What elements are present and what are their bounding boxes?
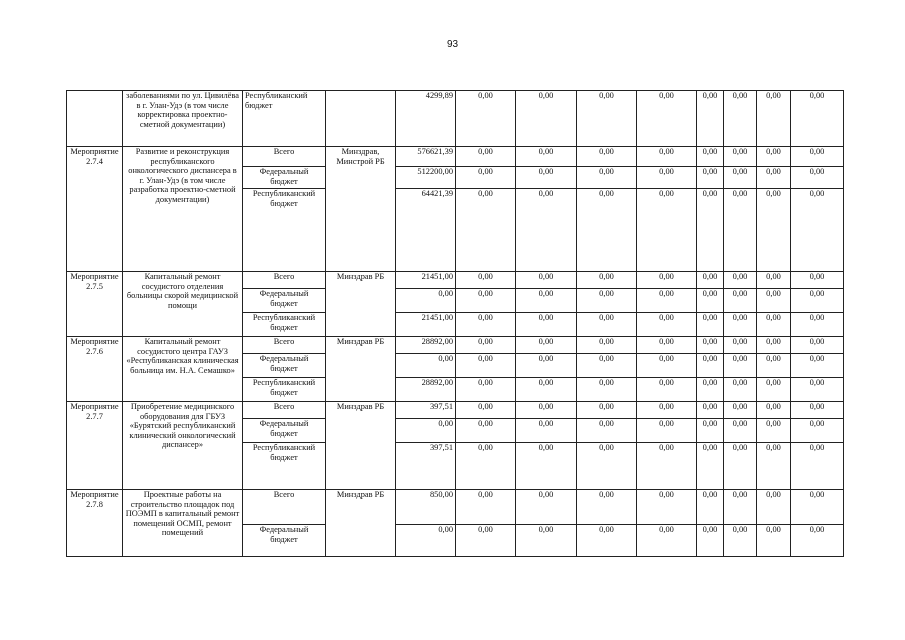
row-value: 0,00 (577, 147, 637, 167)
row-value: 0,00 (697, 272, 724, 289)
row-value: 0,00 (724, 272, 757, 289)
row-value: 0,00 (757, 378, 791, 402)
row-value: 0,00 (724, 402, 757, 419)
row-value: 0,00 (577, 354, 637, 378)
row-total: 21451,00 (396, 272, 456, 289)
funding-source: Всего (243, 490, 326, 525)
row-value: 0,00 (516, 289, 577, 313)
row-value: 0,00 (516, 378, 577, 402)
row-value: 0,00 (757, 419, 791, 443)
funding-source: Федеральный бюджет (243, 289, 326, 313)
continuation-value: 0,00 (724, 91, 757, 147)
row-total: 576621,39 (396, 147, 456, 167)
continuation-total: 4299,89 (396, 91, 456, 147)
funding-source: Республиканский бюджет (243, 91, 326, 147)
row-value: 0,00 (757, 443, 791, 490)
measure-id: Мероприятие 2.7.5 (67, 272, 123, 337)
funding-source: Всего (243, 337, 326, 354)
row-value: 0,00 (516, 490, 577, 525)
measure-id: Мероприятие 2.7.8 (67, 490, 123, 557)
row-value: 0,00 (724, 289, 757, 313)
row-value: 0,00 (516, 443, 577, 490)
row-value: 0,00 (516, 402, 577, 419)
row-value: 0,00 (456, 354, 516, 378)
executor: Минздрав, Минстрой РБ (326, 147, 396, 272)
row-value: 0,00 (791, 289, 844, 313)
row-value: 0,00 (697, 289, 724, 313)
row-value: 0,00 (637, 313, 697, 337)
row-value: 0,00 (757, 337, 791, 354)
row-value: 0,00 (456, 289, 516, 313)
continuation-value: 0,00 (577, 91, 637, 147)
row-value: 0,00 (791, 337, 844, 354)
row-value: 0,00 (757, 167, 791, 189)
measure-name: Проектные работы на строительство площадок под ПОЭМП в капитальный ремонт помещений ОСМП, ремонт помещений (123, 490, 243, 557)
row-value: 0,00 (637, 337, 697, 354)
row-value: 0,00 (637, 289, 697, 313)
table-row (67, 490, 844, 525)
row-value: 0,00 (697, 189, 724, 272)
row-value: 0,00 (791, 443, 844, 490)
row-value: 0,00 (456, 419, 516, 443)
measure-id: Мероприятие 2.7.4 (67, 147, 123, 272)
row-value: 0,00 (516, 354, 577, 378)
row-total: 0,00 (396, 419, 456, 443)
row-total: 28892,00 (396, 337, 456, 354)
row-value: 0,00 (516, 167, 577, 189)
funding-source: Федеральный бюджет (243, 354, 326, 378)
row-value: 0,00 (516, 147, 577, 167)
executor: Минздрав РБ (326, 402, 396, 490)
row-value: 0,00 (791, 419, 844, 443)
executor: Минздрав РБ (326, 490, 396, 557)
row-value: 0,00 (577, 443, 637, 490)
row-value: 0,00 (456, 378, 516, 402)
row-total: 512200,00 (396, 167, 456, 189)
row-total: 397,51 (396, 402, 456, 419)
row-value: 0,00 (637, 525, 697, 557)
row-value: 0,00 (757, 189, 791, 272)
row-total: 0,00 (396, 354, 456, 378)
row-value: 0,00 (791, 402, 844, 419)
executor: Минздрав РБ (326, 272, 396, 337)
row-value: 0,00 (577, 337, 637, 354)
executor: Минздрав РБ (326, 337, 396, 402)
row-value: 0,00 (697, 525, 724, 557)
row-value: 0,00 (724, 354, 757, 378)
row-value: 0,00 (757, 272, 791, 289)
budget-table (66, 90, 844, 557)
row-value: 0,00 (791, 167, 844, 189)
row-value: 0,00 (516, 337, 577, 354)
row-value: 0,00 (724, 313, 757, 337)
row-value: 0,00 (791, 378, 844, 402)
row-value: 0,00 (637, 167, 697, 189)
row-value: 0,00 (697, 354, 724, 378)
row-value: 0,00 (697, 337, 724, 354)
executor-cell (326, 91, 396, 147)
funding-source: Республиканский бюджет (243, 443, 326, 490)
table-row (67, 337, 844, 354)
row-value: 0,00 (697, 167, 724, 189)
table-row (67, 402, 844, 419)
funding-source: Республиканский бюджет (243, 378, 326, 402)
funding-source: Всего (243, 272, 326, 289)
row-total: 21451,00 (396, 313, 456, 337)
page-number: 93 (446, 39, 459, 50)
row-value: 0,00 (757, 402, 791, 419)
row-value: 0,00 (724, 525, 757, 557)
row-value: 0,00 (697, 443, 724, 490)
row-value: 0,00 (456, 167, 516, 189)
row-value: 0,00 (791, 189, 844, 272)
row-value: 0,00 (637, 189, 697, 272)
continuation-value: 0,00 (697, 91, 724, 147)
continuation-value: 0,00 (637, 91, 697, 147)
row-value: 0,00 (456, 313, 516, 337)
row-value: 0,00 (456, 525, 516, 557)
row-value: 0,00 (724, 147, 757, 167)
row-value: 0,00 (724, 419, 757, 443)
row-total: 0,00 (396, 289, 456, 313)
row-value: 0,00 (577, 272, 637, 289)
row-value: 0,00 (724, 490, 757, 525)
row-value: 0,00 (577, 313, 637, 337)
row-value: 0,00 (577, 419, 637, 443)
row-value: 0,00 (516, 419, 577, 443)
row-value: 0,00 (637, 272, 697, 289)
continuation-value: 0,00 (791, 91, 844, 147)
row-value: 0,00 (724, 443, 757, 490)
row-value: 0,00 (516, 313, 577, 337)
funding-source: Республиканский бюджет (243, 313, 326, 337)
row-value: 0,00 (724, 337, 757, 354)
funding-source: Республиканский бюджет (243, 189, 326, 272)
measure-name: заболеваниями по ул. Цивилёва в г. Улан-Удэ (в том числе корректировка проектно-сметной документации) (123, 91, 243, 147)
funding-source: Федеральный бюджет (243, 419, 326, 443)
row-value: 0,00 (456, 272, 516, 289)
row-value: 0,00 (516, 272, 577, 289)
continuation-row (67, 91, 844, 147)
row-value: 0,00 (757, 147, 791, 167)
measure-name: Капитальный ремонт сосудистого отделения больницы скорой медицинской помощи (123, 272, 243, 337)
table-row (67, 272, 844, 289)
row-value: 0,00 (637, 443, 697, 490)
row-value: 0,00 (697, 378, 724, 402)
row-value: 0,00 (791, 147, 844, 167)
row-value: 0,00 (456, 443, 516, 490)
measure-id: Мероприятие 2.7.7 (67, 402, 123, 490)
row-value: 0,00 (456, 490, 516, 525)
row-value: 0,00 (637, 354, 697, 378)
funding-source: Всего (243, 147, 326, 167)
continuation-value: 0,00 (456, 91, 516, 147)
row-value: 0,00 (791, 313, 844, 337)
row-value: 0,00 (791, 272, 844, 289)
row-value: 0,00 (724, 378, 757, 402)
measure-id: Мероприятие 2.7.6 (67, 337, 123, 402)
row-value: 0,00 (516, 525, 577, 557)
measure-name: Развитие и реконструкция республиканского онкологического диспансера в г. Улан-Удэ (в том числе разработка проектно-сметной документации) (123, 147, 243, 272)
measure-name: Приобретение медицинского оборудования для ГБУЗ «Бурятский республиканский клинический онкологический диспансер» (123, 402, 243, 490)
row-value: 0,00 (757, 490, 791, 525)
row-value: 0,00 (697, 147, 724, 167)
row-value: 0,00 (724, 167, 757, 189)
row-total: 850,00 (396, 490, 456, 525)
row-value: 0,00 (791, 354, 844, 378)
funding-source: Федеральный бюджет (243, 167, 326, 189)
row-value: 0,00 (697, 490, 724, 525)
row-value: 0,00 (791, 525, 844, 557)
row-value: 0,00 (637, 402, 697, 419)
row-value: 0,00 (456, 337, 516, 354)
row-value: 0,00 (697, 402, 724, 419)
funding-source: Всего (243, 402, 326, 419)
row-value: 0,00 (697, 419, 724, 443)
row-value: 0,00 (637, 378, 697, 402)
row-value: 0,00 (757, 289, 791, 313)
row-value: 0,00 (516, 189, 577, 272)
row-value: 0,00 (757, 354, 791, 378)
continuation-value: 0,00 (757, 91, 791, 147)
row-value: 0,00 (577, 490, 637, 525)
row-value: 0,00 (577, 402, 637, 419)
row-value: 0,00 (577, 525, 637, 557)
row-value: 0,00 (791, 490, 844, 525)
row-total: 0,00 (396, 525, 456, 557)
measure-name: Капитальный ремонт сосудистого центра ГАУЗ «Республиканская клиническая больница им. Н.А. Семашко» (123, 337, 243, 402)
table-row (67, 147, 844, 167)
row-value: 0,00 (637, 490, 697, 525)
funding-source: Федеральный бюджет (243, 525, 326, 557)
row-value: 0,00 (757, 525, 791, 557)
row-value: 0,00 (577, 378, 637, 402)
row-value: 0,00 (637, 419, 697, 443)
row-value: 0,00 (724, 189, 757, 272)
row-value: 0,00 (577, 189, 637, 272)
row-value: 0,00 (697, 313, 724, 337)
row-value: 0,00 (637, 147, 697, 167)
row-value: 0,00 (456, 147, 516, 167)
row-value: 0,00 (577, 167, 637, 189)
continuation-value: 0,00 (516, 91, 577, 147)
measure-id-cell (67, 91, 123, 147)
row-value: 0,00 (577, 289, 637, 313)
row-value: 0,00 (757, 313, 791, 337)
row-total: 28892,00 (396, 378, 456, 402)
row-value: 0,00 (456, 402, 516, 419)
row-value: 0,00 (456, 189, 516, 272)
row-total: 397,51 (396, 443, 456, 490)
row-total: 64421,39 (396, 189, 456, 272)
